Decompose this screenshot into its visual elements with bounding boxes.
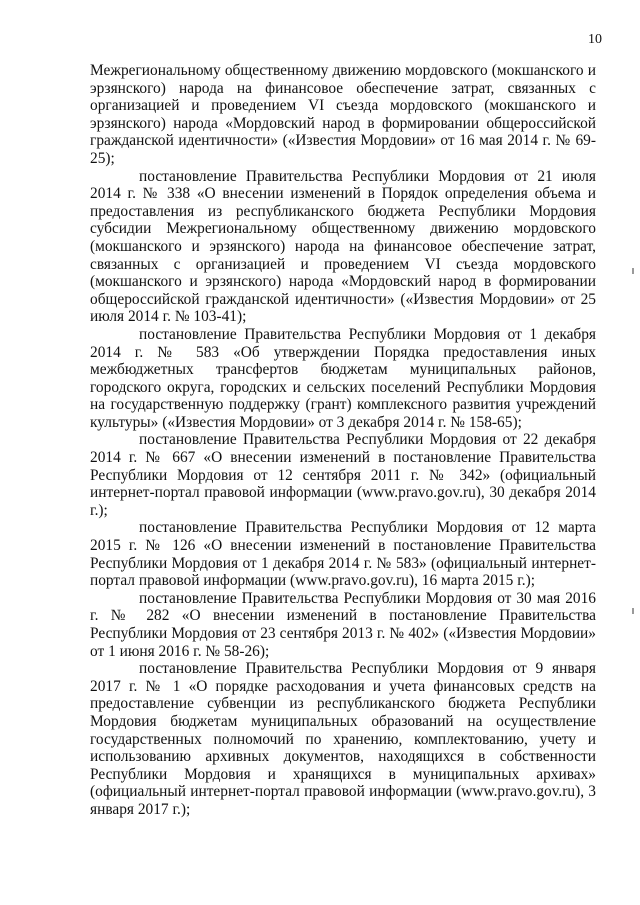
paragraph-resolution-667: постановление Правительства Республики Мордовия от 22 декабря 2014 г. № 667 «О внесении изменений в постановление Правительства Республики Мордовия от 12 сентября 2011 г. № 342» (официальный интернет-портал правовой информации (www.pravo.gov.ru), 30 декабря 2014 г.); [90,431,596,519]
paragraph-resolution-338: постановление Правительства Республики Мордовия от 21 июля 2014 г. № 338 «О внесении изменений в Порядок определения объема и предоставления из республиканского бюджета Республики Мордовия субсидии Межрегиональному общественному движению мордовского (мокшанского и эрзянского) народа на финансовое обеспечение затрат, связанных с организацией и проведением VI съезда мордовского (мокшанского и эрзянского) народа «Мордовский народ в формировании общероссийской гражданской идентичности» («Известия Мордовии» от 25 июля 2014 г. № 103-41); [90,167,596,326]
paragraph-resolution-1: постановление Правительства Республики Мордовия от 9 января 2017 г. № 1 «О порядке расходования и учета финансовых средств на предоставление субвенции из республиканского бюджета Республики Мордовия бюджетам муниципальных образований на осуществление государственных полномочий по хранению, комплектованию, учету и использованию архивных документов, находящихся в собственности Республики Мордовия и хранящихся в муниципальных архивах» (официальный интернет-портал правовой информации (www.pravo.gov.ru), 3 января 2017 г.); [90,660,596,818]
paragraph-resolution-583: постановление Правительства Республики Мордовия от 1 декабря 2014 г. № 583 «Об утверждении Порядка предоставления иных межбюджетных трансфертов бюджетам муниципальных районов, городского округа, городских и сельских поселений Республики Мордовия на государственную поддержку (грант) комплексного развития учреждений культуры» («Известия Мордовии» от 3 декабря 2014 г. № 158-65); [90,325,596,431]
document-body [90,62,596,819]
margin-scan-mark [632,608,634,614]
paragraph-resolution-282: постановление Правительства Республики Мордовия от 30 мая 2016 г. № 282 «О внесении изменений в постановление Правительства Республики Мордовия от 23 сентября 2013 г. № 402» («Известия Мордовии» от 1 июня 2016 г. № 58-26); [90,589,596,660]
paragraph-continuation: Межрегиональному общественному движению мордовского (мокшанского и эрзянского) народа на финансовое обеспечение затрат, связанных с организацией и проведением VI съезда мордовского (мокшанского и эрзянского) народа «Мордовский народ в формировании общероссийской гражданской идентичности» («Известия Мордовии» от 16 мая 2014 г. № 69-25); [90,62,596,167]
page-number: 10 [588,32,602,47]
paragraph-resolution-126: постановление Правительства Республики Мордовия от 12 марта 2015 г. № 126 «О внесении изменений в постановление Правительства Республики Мордовия от 1 декабря 2014 г. № 583» (официальный интернет-портал правовой информации (www.pravo.gov.ru), 16 марта 2015 г.); [90,519,596,590]
margin-scan-mark [632,268,634,274]
